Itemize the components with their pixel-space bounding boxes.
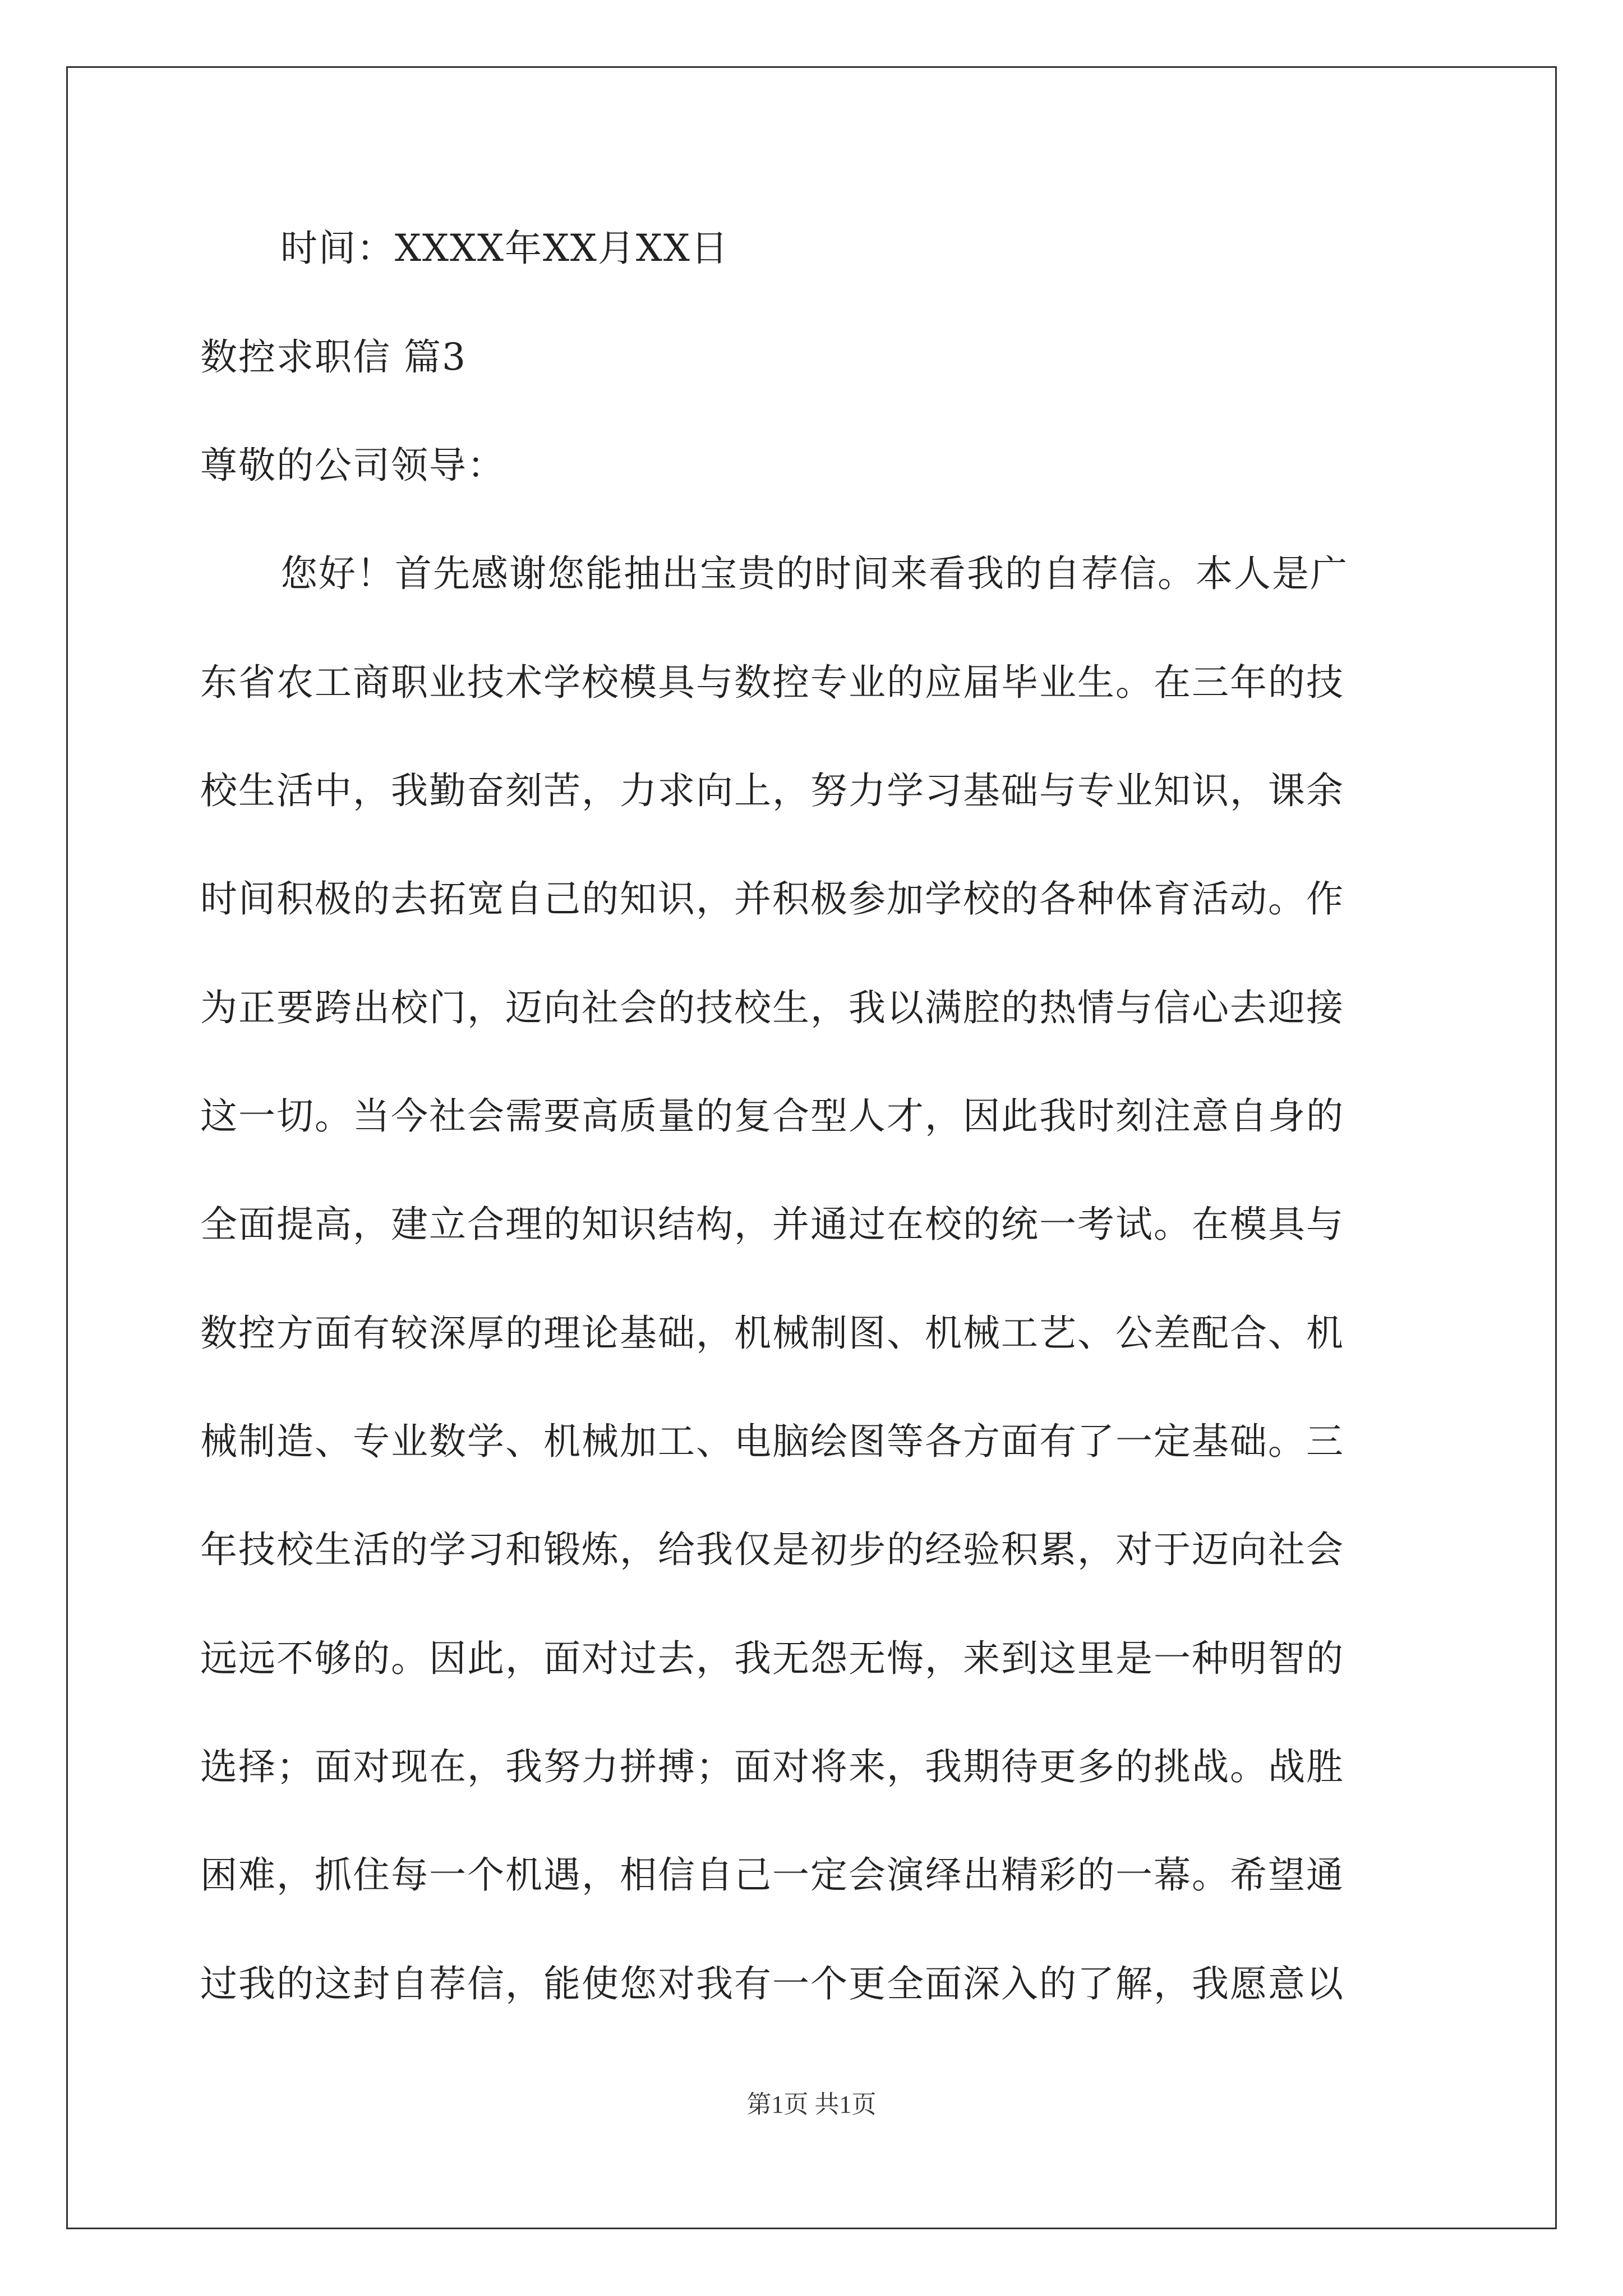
- body-line: 数控方面有较深厚的理论基础，机械制图、机械工艺、公差配合、机: [200, 1312, 1344, 1355]
- body-line: 全面提高，建立合理的知识结构，并通过在校的统一考试。在模具与: [200, 1203, 1344, 1246]
- body-line: 困难，抓住每一个机遇，相信自己一定会演绎出精彩的一幕。希望通: [200, 1853, 1344, 1897]
- body-line: 械制造、专业数学、机械加工、电脑绘图等各方面有了一定基础。三: [200, 1420, 1344, 1463]
- body-line: 过我的这封自荐信，能使您对我有一个更全面深入的了解，我愿意以: [200, 1962, 1344, 2005]
- body-line: 年技校生活的学习和锻炼，给我仅是初步的经验积累，对于迈向社会: [200, 1528, 1344, 1571]
- body-line: 校生活中，我勤奋刻苦，力求向上，努力学习基础与专业知识，课余: [200, 769, 1344, 812]
- body-line: 东省农工商职业技术学校模具与数控专业的应届毕业生。在三年的技: [200, 661, 1344, 704]
- body-line: 您好！首先感谢您能抽出宝贵的时间来看我的自荐信。本人是广: [280, 552, 1348, 595]
- body-line: 为正要跨出校门，迈向社会的技校生，我以满腔的热情与信心去迎接: [200, 986, 1344, 1029]
- page-footer: 第1页 共1页: [746, 2091, 877, 2118]
- body-line: 远远不够的。因此，面对过去，我无怨无悔，来到这里是一种明智的: [200, 1637, 1344, 1680]
- body-line: 时间积极的去拓宽自己的知识，并积极参加学校的各种体育活动。作: [200, 877, 1344, 921]
- section-title: 数控求职信 篇3: [200, 335, 467, 379]
- date-line: 时间：XXXX年XX月XX日: [280, 227, 729, 270]
- salutation: 尊敬的公司领导：: [200, 444, 505, 487]
- body-line: 这一切。当今社会需要高质量的复合型人才，因此我时刻注意自身的: [200, 1094, 1344, 1138]
- body-line: 选择；面对现在，我努力拼搏；面对将来，我期待更多的挑战。战胜: [200, 1745, 1344, 1788]
- page-border: [66, 66, 1557, 2229]
